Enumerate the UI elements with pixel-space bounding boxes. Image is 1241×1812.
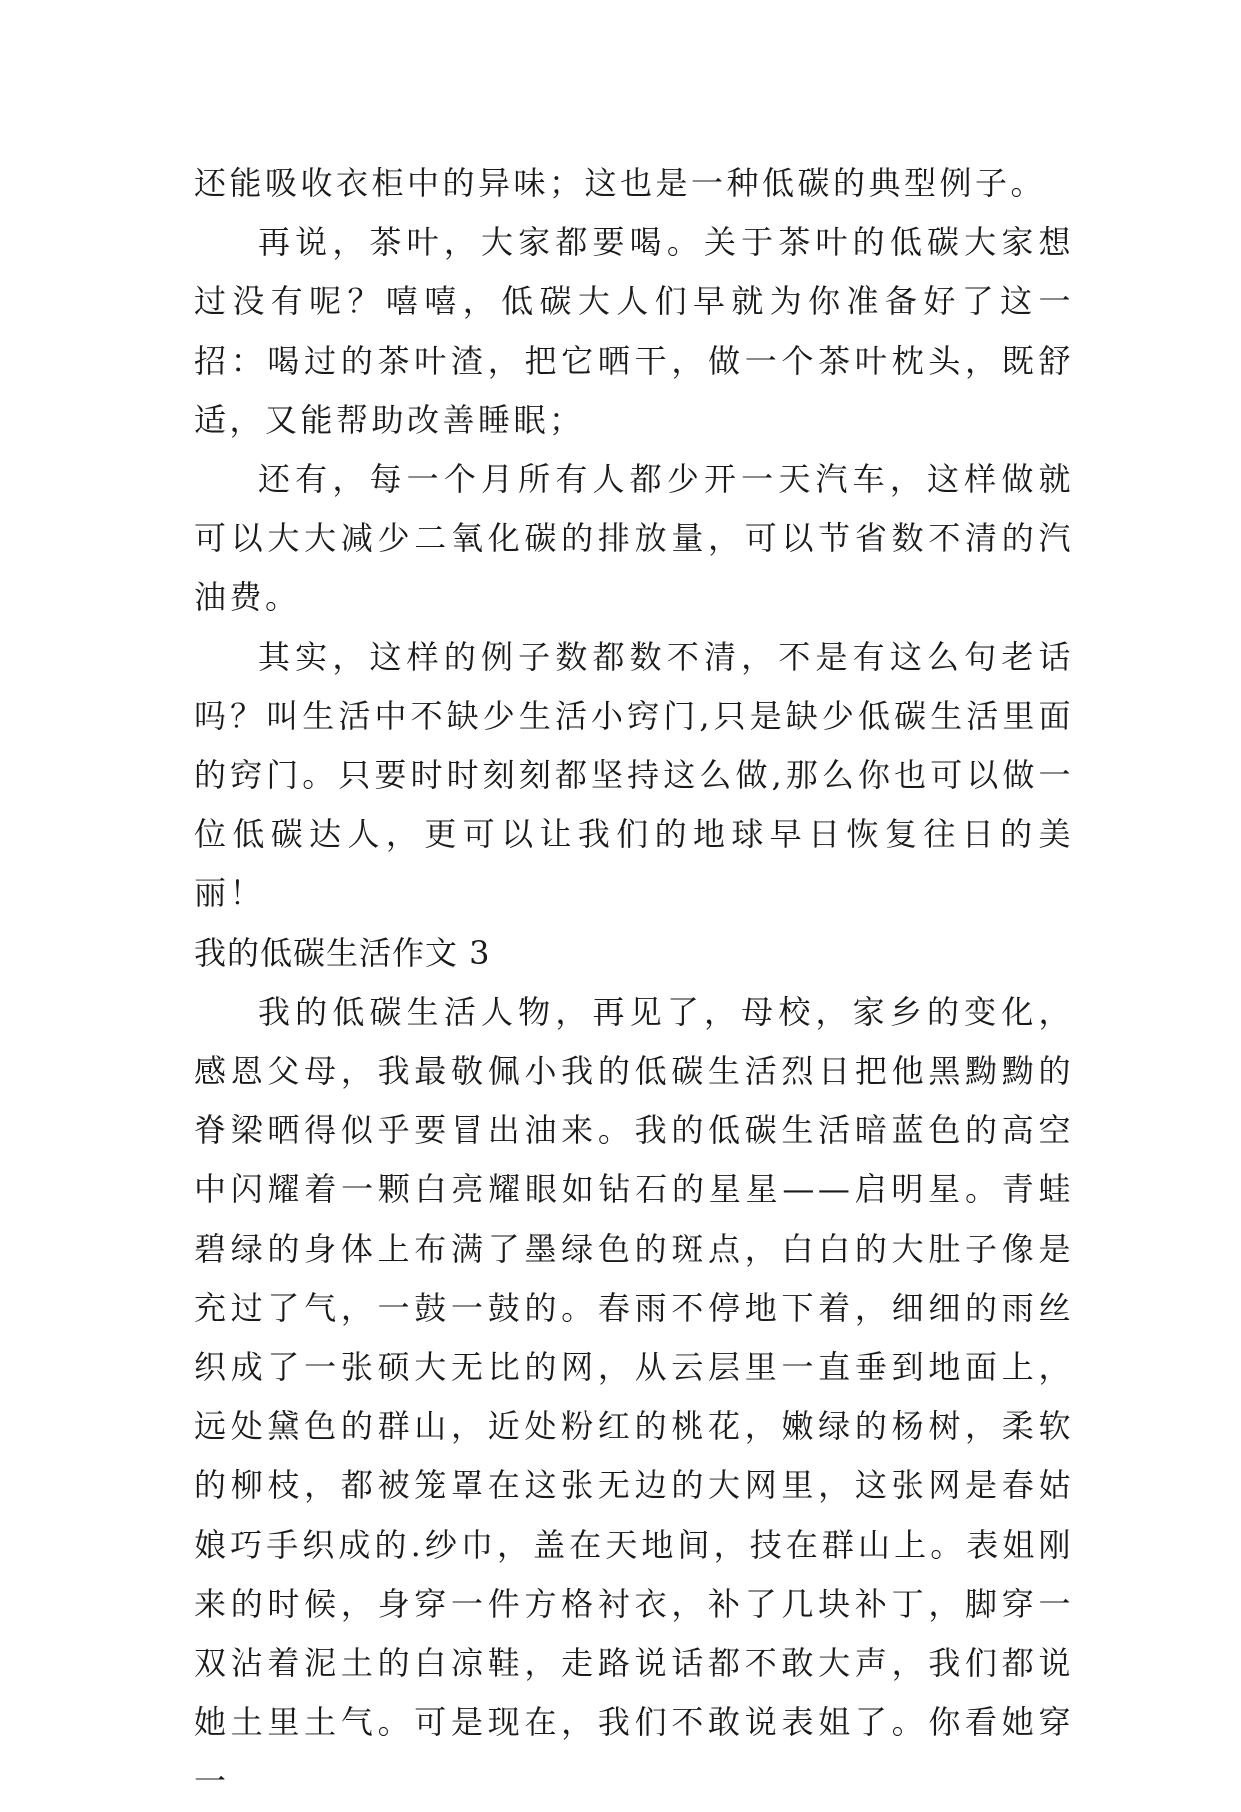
paragraph: 其实，这样的例子数都数不清，不是有这么句老话吗？叫生活中不缺少生活小窍门,只是缺少低碳生活里面的窍门。只要时时刻刻都坚持这么做,那么你也可以做一位低碳达人，更可以让我们的地球早日恢复往日的美丽！ [194,637,1074,913]
essay-body [194,154,1074,1812]
paragraph: 我的低碳生活人物，再见了，母校，家乡的变化，感恩父母，我最敬佩小我的低碳生活烈日把他黑黝黝的脊梁晒得似乎要冒出油来。我的低碳生活暗蓝色的高空中闪耀着一颗白亮耀眼如钻石的星星——启明星。青蛙碧绿的身体上布满了墨绿色的斑点，白白的大肚子像是充过了气，一鼓一鼓的。春雨不停地下着，细细的雨丝织成了一张硕大无比的网，从云层里一直垂到地面上，远处黛色的群山，近处粉红的桃花，嫩绿的杨树，柔软的柳枝，都被笼罩在这张无边的大网里，这张网是春姑娘巧手织成的.纱巾，盖在天地间，技在群山上。表姐刚来的时候，身穿一件方格衬衣，补了几块补丁，脚穿一双沾着泥土的白凉鞋，走路说话都不敢大声，我们都说她土里土气。可是现在，我们不敢说表姐了。你看她穿一 [194,992,1074,1801]
paragraph: 再说，茶叶，大家都要喝。关于茶叶的低碳大家想过没有呢？嘻嘻，低碳大人们早就为你准备好了这一招：喝过的茶叶渣，把它晒干，做一个茶叶枕头，既舒适，又能帮助改善睡眠； [194,223,1074,439]
section-heading: 我的低碳生活作文 3 [194,933,491,972]
paragraph: 还能吸收衣柜中的异味；这也是一种低碳的典型例子。 [194,164,1047,202]
paragraph: 还有，每一个月所有人都少开一天汽车，这样做就可以大大减少二氧化碳的排放量，可以节省数不清的汽油费。 [194,460,1074,617]
